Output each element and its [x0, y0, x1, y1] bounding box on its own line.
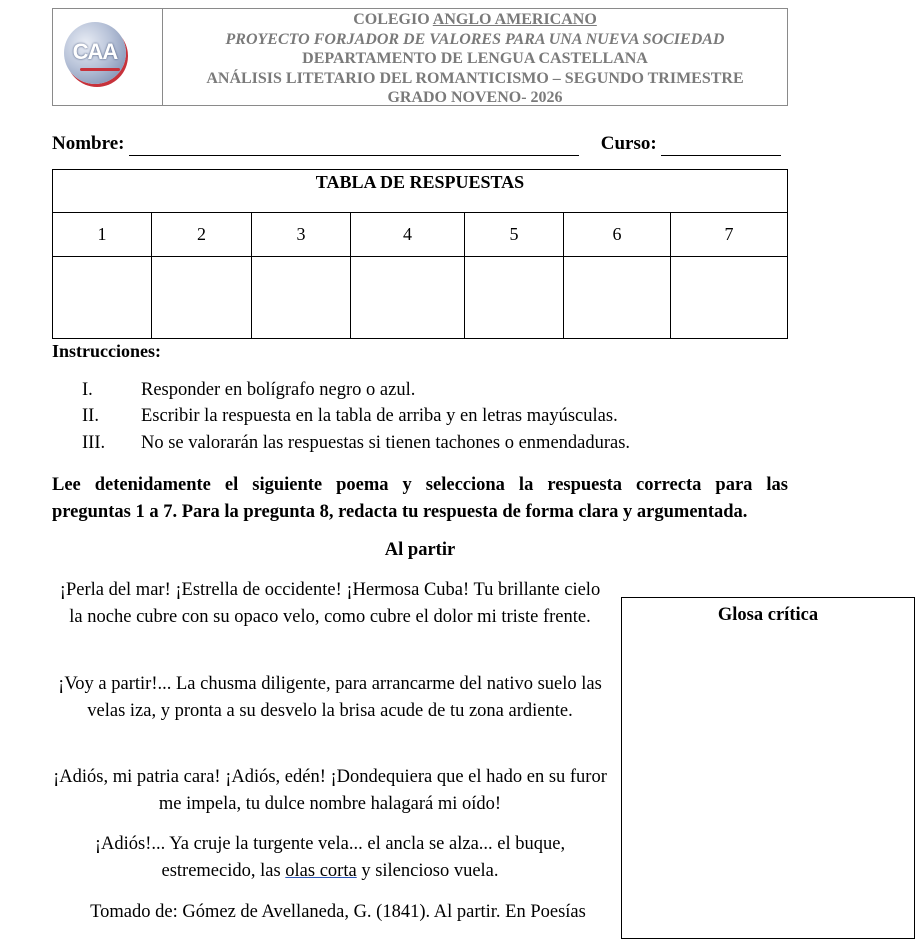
answer-col-7: 7: [671, 213, 788, 257]
answer-cell-7[interactable]: [671, 257, 788, 339]
stanza-4-link[interactable]: olas corta: [285, 860, 357, 881]
course-field[interactable]: [661, 133, 781, 156]
school-title: [163, 10, 787, 30]
instruction-number: I.: [82, 380, 93, 400]
instruction-text: No se valorarán las respuestas si tienen tachones o enmendaduras.: [141, 433, 631, 453]
school-prefix: COLEGIO: [353, 11, 433, 28]
lead-line-1: Lee detenidamente el siguiente poema y selecciona la respuesta correcta para las: [52, 475, 788, 495]
header-box: [52, 8, 788, 106]
answer-cell-3[interactable]: [252, 257, 351, 339]
name-label: Nombre:: [52, 133, 125, 154]
answer-col-3: 3: [252, 213, 351, 257]
school-name: ANGLO AMERICANO: [432, 11, 597, 28]
answer-table: [52, 169, 788, 339]
poem-stanza-2: ¡Voy a partir!... La chusma diligente, para arrancarme del nativo suelo las velas iza, y pronta a su desvelo la brisa acude de tu zona ardiente.: [58, 674, 602, 721]
answer-col-4: 4: [351, 213, 465, 257]
lead-paragraph: [52, 472, 788, 526]
answer-cell-6[interactable]: [564, 257, 671, 339]
instruction-text: Escribir la respuesta en la tabla de arriba y en letras mayúsculas.: [141, 406, 618, 426]
school-logo: [64, 22, 126, 84]
project-title: PROYECTO FORJADOR DE VALORES PARA UNA NUEVA SOCIEDAD: [225, 30, 725, 48]
poem-source: Tomado de: Gómez de Avellaneda, G. (1841). Al partir. En Poesías: [90, 902, 586, 922]
answer-table-title: TABLA DE RESPUESTAS: [53, 170, 788, 213]
poem-stanza-4: [52, 831, 608, 884]
lead-line-2: preguntas 1 a 7. Para la pregunta 8, redacta tu respuesta de forma clara y argumentada.: [52, 502, 748, 522]
answer-col-1: 1: [53, 213, 152, 257]
answer-col-6: 6: [564, 213, 671, 257]
student-info-row: [52, 133, 781, 156]
answer-col-5: 5: [465, 213, 564, 257]
glosa-box[interactable]: [621, 597, 915, 939]
stanza-4-start: ¡Adiós!... Ya cruje la turgente vela... el ancla se alza... el buque, estremecido, las: [94, 834, 566, 881]
logo-text: CAA: [72, 39, 118, 64]
logo-cell: [53, 9, 163, 105]
course-label: Curso:: [600, 133, 657, 154]
instructions-title: Instrucciones:: [52, 341, 161, 361]
answer-cell-5[interactable]: [465, 257, 564, 339]
exam-title: ANÁLISIS LITETARIO DEL ROMANTICISMO – SEGUNDO TRIMESTRE: [206, 69, 744, 87]
department-title: DEPARTAMENTO DE LENGUA CASTELLANA: [302, 50, 648, 67]
logo-stripe: [80, 68, 120, 71]
name-field[interactable]: [129, 133, 579, 156]
instruction-number: II.: [82, 406, 99, 426]
answer-cell-4[interactable]: [351, 257, 465, 339]
poem-title: Al partir: [384, 540, 456, 560]
header-lines: [163, 10, 787, 108]
grade-title: GRADO NOVENO- 2026: [387, 89, 563, 106]
answer-cell-2[interactable]: [152, 257, 252, 339]
instruction-text: Responder en bolígrafo negro o azul.: [141, 380, 416, 400]
glosa-title: Glosa crítica: [717, 605, 819, 625]
answer-cell-1[interactable]: [53, 257, 152, 339]
poem-stanza-3: ¡Adiós, mi patria cara! ¡Adiós, edén! ¡Dondequiera que el hado en su furor me impela, tu dulce nombre halagará mi oído!: [53, 767, 607, 814]
answer-col-2: 2: [152, 213, 252, 257]
instruction-number: III.: [82, 433, 106, 453]
stanza-4-end: y silencioso vuela.: [356, 860, 499, 881]
poem-stanza-1: ¡Perla del mar! ¡Estrella de occidente! ¡Hermosa Cuba! Tu brillante cielo la noche cubre con su opaco velo, como cubre el dolor mi triste frente.: [59, 580, 601, 627]
